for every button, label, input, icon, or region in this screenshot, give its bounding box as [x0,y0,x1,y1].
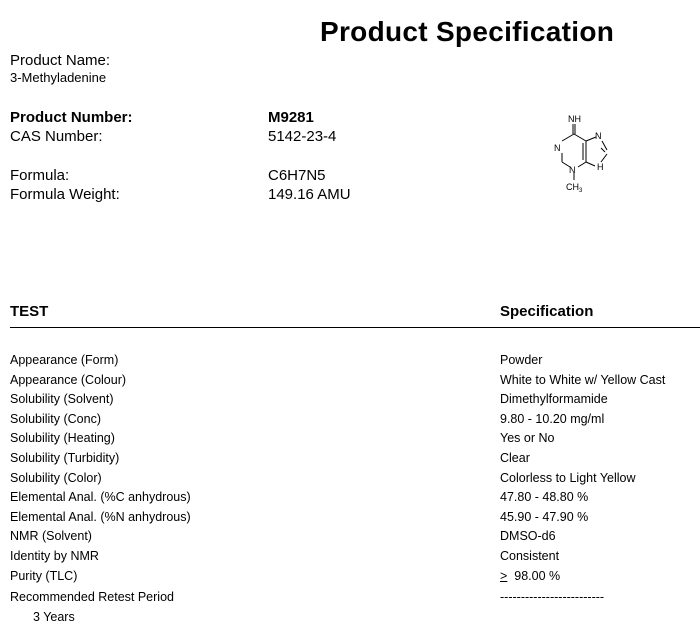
product-number-value: M9281 [268,109,314,126]
table-row-test: Solubility (Color) [10,470,102,485]
cas-number-label: CAS Number: [10,128,103,145]
spec-value: 98.00 % [514,568,561,583]
specification-column-header: Specification [500,303,594,320]
table-row-spec: White to White w/ Yellow Cast [500,372,666,387]
header-rule [10,327,700,328]
table-row-test: Solubility (Solvent) [10,392,114,407]
table-row-spec: Yes or No [500,431,555,446]
table-row-spec: Powder [500,353,543,367]
table-row-spec: Consistent [500,549,560,563]
greater-equal-symbol: > [500,568,508,583]
table-row-spec: 47.80 - 48.80 % [500,490,589,505]
table-row-test: Appearance (Colour) [10,372,127,387]
table-row-spec [500,569,560,583]
table-row-test: Purity (TLC) [10,568,78,583]
table-row-test: Elemental Anal. (%C anhydrous) [10,490,191,505]
retest-period-value: 3 Years [33,610,75,624]
cas-number-value: 5142-23-4 [268,128,337,145]
product-name-value: 3-Methyladenine [10,70,107,85]
structure-nh-label: NH [568,114,581,124]
structure-n-bottom-label: N [569,165,576,175]
structure-n-right-top-label: N [595,131,602,141]
product-number-label: Product Number: [10,109,133,126]
table-row-spec: Colorless to Light Yellow [500,470,636,485]
table-row-test: Solubility (Heating) [10,431,115,446]
structure-ch3-label: $CH_3$ [566,182,583,194]
table-row-test: Identity by NMR [10,549,99,563]
table-row-spec: 45.90 - 47.90 % [500,509,589,524]
table-row-test: Recommended Retest Period [10,590,174,605]
formula-label: Formula: [10,167,70,184]
structure-n-left-label: N [554,143,561,153]
formula-weight-value: 149.16 AMU [268,186,351,203]
table-row-test: NMR (Solvent) [10,529,92,544]
table-row-spec: Clear [500,451,530,465]
table-row-test: Appearance (Form) [10,353,119,367]
formula-value: C6H7N5 [268,167,326,184]
table-row-test: Elemental Anal. (%N anhydrous) [10,509,191,524]
table-row-test: Solubility (Turbidity) [10,451,120,465]
table-row-spec: DMSO-d6 [500,529,556,544]
test-column-header: TEST [10,303,49,320]
formula-weight-label: Formula Weight: [10,186,120,203]
table-row-test: Solubility (Conc) [10,411,102,426]
page-title: Product Specification [320,16,615,47]
table-row-spec: Dimethylformamide [500,392,608,407]
structure-nh-bottom-label: H [597,162,604,172]
table-row-spec: ------------------------- [500,590,605,605]
product-name-label: Product Name: [10,52,111,69]
chemical-structure-diagram [540,110,630,200]
table-row-spec: 9.80 - 10.20 mg/ml [500,411,605,426]
